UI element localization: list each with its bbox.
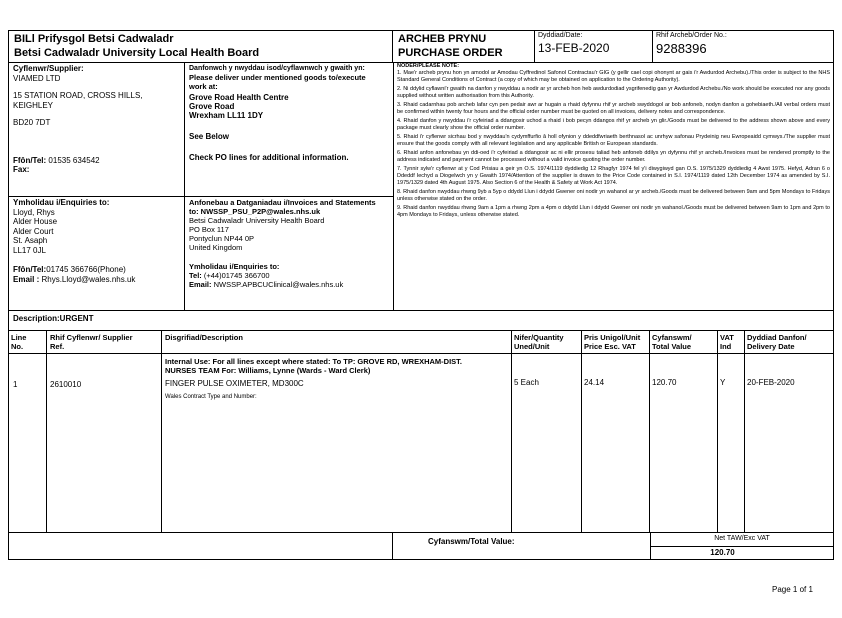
invoices-label-line1: Anfonebau a Datganiadau i/Invoices and Statements (189, 198, 376, 207)
org-name-block (14, 32, 259, 60)
description-row (13, 314, 93, 323)
row-internal-use-line1: Internal Use: For all lines except where stated: To TP: GROVE RD, WREXHAM-DIST. (165, 357, 462, 366)
col-header-total: Cyfanswm/ Total Value (652, 333, 692, 351)
footer-net-label: Net TAW/Exc VAT (714, 535, 770, 542)
notes-paragraph: 9. Rhaid danfon nwyddau rhwng 9am a 1pm a rhwng 2pm a 4pm o ddydd Llun i ddydd Gwener oni nodir yn wahanol./Goods must be delivered between 9am to 1pm and 2pm to 4pm Mondays to Fridays, unless otherwise stated. (397, 205, 830, 218)
supplier-address-line: 15 STATION ROAD, CROSS HILLS, (13, 91, 143, 100)
deliver-label-welsh: Danfonwch y nwyddau isod/cyflawnwch y gwaith yn: (189, 65, 365, 72)
invoices-tel-value: (+44)01745 366700 (203, 271, 270, 280)
enquiries-address-line: Alder House (13, 217, 58, 226)
grid-line (649, 330, 650, 532)
date-label: Dyddiad/Date: (538, 32, 583, 39)
deliver-see-below-note: See Below (189, 132, 230, 141)
deliver-label-english-2: work at: (189, 82, 218, 91)
notes-paragraph: 1. Mae'r archeb prynu hon yn amodol ar Amodau Cyffredinol Safonol Contractau'r GIG (y gellir cael copi ohonynt ar gais i'r Awdurdod Archebu)./This order is subject to the NHS Standard General Conditions of Contract (a copy of which may be obtained on application to the Ordering Authority). (397, 70, 830, 83)
grid-line (392, 532, 393, 560)
row-vat-indicator: Y (720, 378, 726, 387)
enquiries-postcode: LL17 0JL (13, 245, 46, 255)
invoices-to-line (189, 207, 391, 216)
grid-line (744, 330, 745, 532)
row-internal-use-line2: NURSES TEAM For: Williams, Lynne (Wards - Ward Clerk) (165, 366, 371, 375)
col-header-line-no: Line No. (11, 333, 27, 351)
row-quantity: 5 Each (514, 378, 539, 387)
col-header-unit-price: Pris Unigol/Unit Price Esc. VAT (584, 333, 641, 351)
enquiries-address-line: St. Asaph (13, 236, 48, 245)
grid-line (650, 546, 834, 547)
row-unit-price: 24.14 (584, 378, 605, 387)
grid-line (392, 30, 393, 62)
grid-line (581, 330, 582, 532)
row-line-no: 1 (13, 380, 18, 389)
invoices-cell (189, 198, 391, 289)
col-header-supplier-ref: Rhif Cyflenwr/ Supplier Ref. (50, 333, 133, 351)
notes-paragraph: 2. Ni ddylid cyflawni'r gwaith na danfon y nwyddau a nodir ar yr archeb hon heb awdurdodiad ysgrifenedig gan yr Awdurdod Archebu./No work should be executed nor any goods supplied without written authorisation from this Authority. (397, 86, 830, 99)
deliver-address-line: Wrexham LL11 1DY (189, 111, 264, 120)
deliver-address-line: Grove Road Health Centre (189, 93, 289, 102)
row-total: 120.70 (652, 378, 677, 387)
grid-line (652, 30, 653, 62)
notes-paragraph: 4. Rhaid danfon y nwyddau i'r cyfeiriad a ddangosir uchod a rhaid i bob pecyn ddangos rhif yr archeb yn glir./Goods must be delivered to the address shown above and every package must clearly show the official order number. (397, 118, 830, 131)
description-label: Description: (13, 314, 60, 323)
document-title-english: PURCHASE ORDER (398, 47, 503, 59)
notes-paragraph: 7. Tynnir sylw'r cyflenwr at y Cod Prisiau a geir yn O.S. 1974/1119 dyddiedig 12 Rhagfyr 1974 fel y'i diwygiwyd gan O.S. 1975/1329 dyddiedig 4 Awst 1975. Hefyd, Adran 6 o Ddeddf Iechyd a Diogelwch yn y Gwaith 1974/Attention of the supplier is drawn to the Price Code contained in S.I. 1974/1119 dated 12th December 1974 as amended by S.I. 1975/1329 dated 4th August 1975. Also Section 6 of the Health & Safety at Work Act 1974. (397, 166, 830, 186)
enquiries-email-value: Rhys.Lloyd@wales.nhs.uk (41, 274, 136, 284)
notes-title: NODER/PLEASE NOTE: (397, 63, 460, 69)
footer-net-value: 120.70 (710, 548, 735, 557)
org-name-welsh: BILl Prifysgol Betsi Cadwaladr (14, 33, 174, 45)
page-number: Page 1 of 1 (772, 585, 813, 594)
col-header-delivery-date: Dyddiad Danfon/ Delivery Date (747, 333, 807, 351)
notes-paragraph: 6. Rhaid anfon anfonebau yn ddi-oed i'r cyfeiriad a ddangosir ac ni ellir prosesu taliad heb anfoneb ddilys yn dyfynnu rhif yr archeb./Invoices must be rendered promptly to the address indicated and payment cannot be processed without a valid invoice quoting the order number. (397, 150, 830, 163)
grid-line (8, 196, 394, 197)
enquiries-phone-line (13, 265, 181, 275)
date-value: 13-FEB-2020 (538, 41, 610, 55)
col-header-quantity: Nifer/Quantity Uned/Unit (514, 333, 564, 351)
deliver-check-po-note: Check PO lines for additional information. (189, 153, 349, 162)
grid-line (8, 330, 834, 331)
deliver-address-line: Grove Road (189, 102, 235, 111)
supplier-cell (13, 64, 181, 175)
grid-line (46, 330, 47, 532)
grid-line (511, 330, 512, 532)
supplier-phone-label: Ffôn/Tel: (13, 155, 47, 165)
invoices-address-line: Pontyclun NP44 0P (189, 234, 255, 243)
grid-line (393, 62, 394, 310)
grid-line (717, 330, 718, 532)
enquiries-contact-name: Lloyd, Rhys (13, 207, 55, 217)
row-delivery-date: 20-FEB-2020 (747, 378, 795, 387)
grid-line (8, 353, 834, 354)
invoices-email-line (189, 280, 391, 289)
enquiries-phone-value: 01745 366766(Phone) (46, 265, 126, 274)
grid-line (8, 532, 834, 533)
document-title-block (398, 32, 503, 60)
col-header-vat: VAT Ind (720, 333, 734, 351)
order-no-value: 9288396 (656, 41, 707, 56)
invoices-tel-line (189, 271, 391, 280)
supplier-postcode: BD20 7DT (13, 118, 51, 127)
supplier-name: VIAMED LTD (13, 73, 61, 83)
invoices-email-label: Email: (189, 280, 212, 289)
invoices-tel-label: Tel: (189, 271, 202, 280)
supplier-phone-line (13, 156, 181, 166)
enquiries-email-label: Email : (13, 274, 40, 284)
enquiries-cell (13, 198, 181, 284)
row-item-description: FINGER PULSE OXIMETER, MD300C (165, 379, 304, 388)
notes-paragraph: 8. Rhaid danfon nwyddau rhwng 9yb a 5yp o ddydd Llun i ddydd Gwener oni nodir yn wahanol ar yr archeb./Goods must be delivered between 9am and 5pm Mondays to Fridays unless otherwise stated on the order. (397, 189, 830, 202)
terms-notes-cell (397, 63, 830, 221)
deliver-to-cell (189, 64, 391, 162)
supplier-fax-label: Fax: (13, 165, 30, 174)
notes-paragraph: 3. Rhaid cadarnhau pob archeb lafar cyn pen pedair awr ar hugain a rhaid dyfynnu rhif yr archeb swyddogol ar bob anfoneb, nodyn danfon a gohebiaeth./All verbal orders must be confirmed within twenty four hours and the official order number must be quoted on all invoices, delivery notes and correspondence. (397, 102, 830, 115)
enquiries-phone-label: Ffôn/Tel: (13, 265, 47, 274)
row-contract-note: Wales Contract Type and Number: (165, 394, 257, 400)
supplier-address-line: KEIGHLEY (13, 100, 54, 110)
invoices-enquiries-label: Ymholidau i/Enquiries to: (189, 262, 280, 271)
footer-total-label: Cyfanswm/Total Value: (428, 537, 515, 546)
order-no-label: Rhif Archeb/Order No.: (656, 32, 727, 39)
grid-line (8, 310, 834, 311)
notes-paragraph: 5. Rhaid i'r cyflenwr sicrhau bod y nwyddau'n cydymffurfio â holl ofynion y ddeddfwriaeth berthnasol ac unrhyw safonau Prydeinig neu Ewropeaidd cymwys./The supplier must ensure that the goods comply with all relevant legislation and any applicable British or European standards. (397, 134, 830, 147)
document-title-welsh: ARCHEB PRYNU (398, 33, 487, 45)
invoices-address-line: United Kingdom (189, 243, 243, 252)
invoices-email-value: NWSSP.APBCUClinical@wales.nhs.uk (213, 280, 344, 289)
supplier-phone-value: 01535 634542 (48, 155, 100, 165)
enquiries-address-line: Alder Court (13, 226, 54, 236)
row-supplier-ref: 2610010 (50, 380, 82, 389)
grid-line (534, 30, 535, 62)
enquiries-label: Ymholidau i/Enquiries to: (13, 198, 110, 207)
invoices-address-line: PO Box 117 (189, 225, 229, 234)
invoices-email: NWSSP_PSU_P2P@wales.nhs.uk (200, 207, 321, 216)
invoices-address-line: Betsi Cadwaladr University Health Board (189, 216, 325, 225)
deliver-label-english-1: Please deliver under mentioned goods to/execute (189, 73, 366, 82)
grid-line (184, 62, 185, 310)
org-name-english: Betsi Cadwaladr University Local Health Board (14, 47, 260, 59)
supplier-label: Cyflenwr/Supplier: (13, 64, 84, 73)
description-value: URGENT (59, 314, 94, 323)
grid-line (161, 330, 162, 532)
enquiries-email-line (13, 275, 181, 285)
invoices-to-label: to: (189, 207, 199, 216)
row-description-cell (165, 357, 505, 401)
col-header-description: Disgrifiad/Description (165, 333, 243, 342)
